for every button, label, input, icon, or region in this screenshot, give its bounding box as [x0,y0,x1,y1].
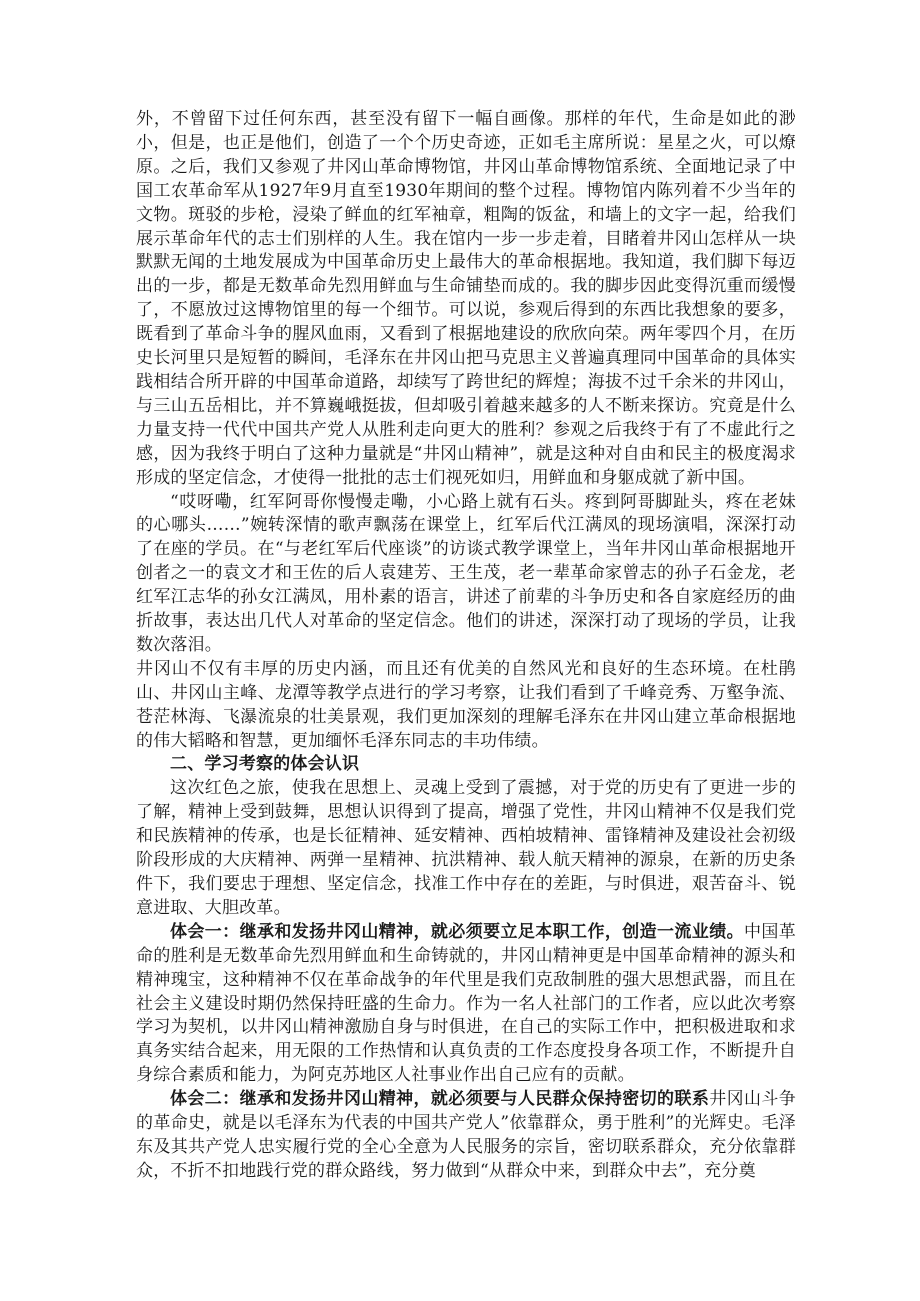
section-heading-insights: 二、学习考察的体会认识 [170,754,360,775]
document-body [136,108,796,1184]
paragraph-insight-one [136,921,796,1088]
paragraph-red-army-song: “哎呀嘞，红军阿哥你慢慢走嘞，小心路上就有石头。疼到阿哥脚趾头，疼在老妹的心哪头……”婉转深情的歌声飘荡在课堂上，红军后代江满凤的现场演唱，深深打动了在座的学员。在“与老红军后代座谈”的访谈式教学课堂上，当年井冈山革命根据地开创者之一的袁文才和王佐的后人袁建芳、王生茂，老一辈革命家曾志的孙子石金龙，老红军江志华的孙女江满凤，用朴素的语言，讲述了前辈的斗争历史和各自家庭经历的曲折故事，表达出几代人对革命的坚定信念。他们的讲述，深深打动了现场的学员，让我数次落泪。 [136,491,796,655]
insight-two-title: 体会二：继承和发扬井冈山精神，就必须要与人民群众保持密切的联系 [170,1089,710,1110]
insight-one-title: 体会一：继承和发扬井冈山精神，就必须要立足本职工作，创造一流业绩。 [170,921,744,942]
insight-two-body: 井冈山斗争的革命史，就是以毛泽东为代表的中国共产党人”依靠群众，勇于胜利”的光辉史。毛泽东及其共产党人忠实履行党的全心全意为人民服务的宗旨，密切联系群众，充分依靠群众，不折不扣地践行党的群众路线，努力做到“从群众中来，到群众中去”，充分奠 [136,1089,796,1181]
insight-one-body: 中国革命的胜利是无数革命先烈用鲜血和生命铸就的，井冈山精神更是中国革命精神的源头和精神瑰宝，这种精神不仅在革命战争的年代里是我们克敌制胜的强大思想武器，而且在社会主义建设时期仍然保持旺盛的生命力。作为一名人社部门的工作者，应以此次考察学习为契机，以井冈山精神激励自身与时俱进，在自己的实际工作中，把积极进取和求真务实结合起来，用无限的工作热情和认真负责的工作态度投身各项工作，不断提升自身综合素质和能力，为阿克苏地区人社事业作出自己应有的贡献。 [136,921,796,1086]
paragraph-museum-visit: 外，不曾留下过任何东西，甚至没有留下一幅自画像。那样的年代，生命是如此的渺小，但是，也正是他们，创造了一个个历史奇迹，正如毛主席所说：星星之火，可以燎原。之后，我们又参观了井冈山革命博物馆，井冈山革命博物馆系统、全面地记录了中国工农革命军从1927年9月直至1930年期间的整个过程。博物馆内陈列着不少当年的文物。斑驳的步枪，浸染了鲜血的红军袖章，粗陶的饭盆，和墙上的文字一起，给我们展示革命年代的志士们别样的人生。我在馆内一步一步走着，目睹着井冈山怎样从一块默默无闻的土地发展成为中国革命历史上最伟大的革命根据地。我知道，我们脚下每迈出的一步，都是无数革命先烈用鲜血与生命铺垫而成的。我的脚步因此变得沉重而缓慢了，不愿放过这博物馆里的每一个细节。可以说，参观后得到的东西比我想象的要多，既看到了革命斗争的腥风血雨，又看到了根据地建设的欣欣向荣。两年零四个月，在历史长河里只是短暂的瞬间，毛泽东在井冈山把马克思主义普遍真理同中国革命的具体实践相结合所开辟的中国革命道路，却续写了跨世纪的辉煌；海拔不过千余米的井冈山，与三山五岳相比，并不算巍峨挺拔，但却吸引着越来越多的人不断来探访。究竟是什么力量支持一代代中国共产党人从胜利走向更大的胜利？参观之后我终于有了不虚此行之感，因为我终于明白了这种力量就是“井冈山精神”，就是这种对自由和民主的极度渴求形成的坚定信念，才使得一批批的志士们视死如归，用鲜血和身躯成就了新中国。 [136,109,796,488]
paragraph-natural-scenery: 井冈山不仅有丰厚的历史内涵，而且还有优美的自然风光和良好的生态环境。在杜鹃山、井冈山主峰、龙潭等教学点进行的学习考察，让我们看到了千峰竞秀、万壑争流、苍茫林海、飞瀑流泉的壮美景观，我们更加深刻的理解毛泽东在井冈山建立革命根据地的伟大韬略和智慧，更加缅怀毛泽东同志的丰功伟绩。 [136,658,796,751]
paragraph-insight-two [136,1088,796,1184]
paragraph-red-journey: 这次红色之旅，使我在思想上、灵魂上受到了震撼，对于党的历史有了更进一步的了解，精神上受到鼓舞，思想认识得到了提高，增强了党性，井冈山精神不仅是我们党和民族精神的传承，也是长征精神、延安精神、西柏坡精神、雷锋精神及建设社会初级阶段形成的大庆精神、两弹一星精神、抗洪精神、载人航天精神的源泉，在新的历史条件下，我们要忠于理想、坚定信念，找准工作中存在的差距，与时俱进，艰苦奋斗、锐意进取、大胆改革。 [136,778,796,918]
